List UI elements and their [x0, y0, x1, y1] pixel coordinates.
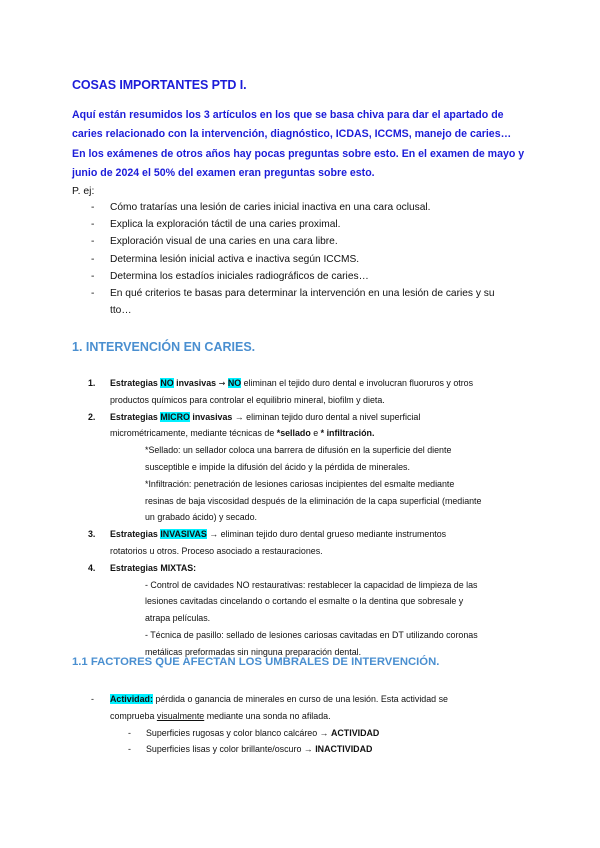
dash-bullet: - — [91, 219, 95, 231]
dash-bullet: - — [91, 202, 95, 213]
intro-line: En los exámenes de otros años hay pocas preguntas sobre esto. En el examen de mayo y — [72, 147, 525, 160]
highlight: MICRO — [160, 411, 190, 422]
dash-bullet: - — [91, 236, 95, 248]
examples-label: P. ej: — [72, 186, 95, 197]
highlight: INVASIVAS — [160, 529, 207, 540]
intro-line: Aquí están resumidos los 3 artículos en los que se basa chiva para dar el apartado de — [72, 109, 504, 121]
intro-paragraph — [72, 106, 532, 183]
arrow-right-icon: → — [216, 379, 228, 388]
dash-bullet: - — [128, 727, 131, 738]
document-title: COSAS IMPORTANTES PTD I. — [72, 78, 247, 92]
intro-line: junio de 2024 el 50% del examen eran preguntas sobre esto. — [72, 166, 375, 179]
dash-bullet: - — [91, 287, 95, 299]
dash-bullet: - — [91, 270, 95, 282]
dash-bullet: - — [91, 253, 95, 265]
highlight: NO — [227, 378, 242, 388]
dash-bullet: - — [128, 744, 131, 755]
section-heading-intervencion: 1. INTERVENCIÓN EN CARIES. — [72, 340, 256, 354]
highlight: Actividad: — [110, 694, 153, 704]
intro-line: caries relacionado con la intervención, diagnóstico, ICDAS, ICCMS, manejo de caries… — [72, 128, 512, 141]
section-heading-factores: 1.1 FACTORES QUE AFECTAN LOS UMBRALES DE INTERVENCIÓN. — [72, 656, 440, 668]
dash-bullet: - — [91, 694, 94, 704]
highlight: NO — [160, 378, 174, 388]
document-page: COSAS IMPORTANTES PTD I. Aquí están resumidos los 3 artículos en los que se basa chiva para dar el apartado de caries relacionado con la intervención, diagnóstico, ICDAS, ICCMS, manejo de caries… En los exámenes de otros años hay pocas preguntas sobre esto. En el examen de mayo y junio de 2024 el 50% del examen eran preguntas sobre esto. P. ej: - Cómo tratarías una lesión de caries inicial inactiva en una cara oclusal. - Explica la exploración táctil de una caries proximal. - Exploración visual de una caries en una cara libre. - Determina lesión inicial activa e inactiva según ICCMS. - Determina los estadíos iniciales radiográficos de caries… - En qué criterios te basas para determinar la intervención en una lesión de caries y su tto… 1. INTERVENCIÓN EN CARIES. 1. Estrategias NO invasivas → NO eliminan el tejido duro dental e involucran fluoruros y otros productos químicos para controlar el equilibrio mineral, biofilm y dieta. 2. Estrategias MICRO invasivas → eliminan tejido duro dental a nivel superficial micrométricamente, mediante técnicas de *sellado e * infiltración. *Sellado: un sellador coloca una barrera de difusión en la superficie del diente susceptible e impide la difusión del ácido y la pérdida de minerales. *Infiltración: penetración de lesiones cariosas incipientes del esmalte mediante resinas de baja viscosidad después de la eliminación de la capa superficial (mediante un grabado ácido) y secado. 3. Estrategias INVASIVAS → eliminan tejido duro dental grueso mediante instrumentos rotatorios u otros. Proceso asociado a restauraciones. 4. Estrategias MIXTAS: - Control de cavidades NO restaurativas: restablecer la capacidad de limpieza de las lesiones cavitadas cincelando o cortando el esmalte o la dentina que sobresale y atrapa películas. - Técnica de pasillo: sellado de lesiones cariosas cavitadas en DT utilizando coronas metálicas preformadas sin ninguna preparación dental. 1.1 FACTORES QUE AFECTAN LOS UMBRALES DE INTERVENCIÓN. - Actividad: pérdida o ganancia de minerales en curso de una lesión. Esta actividad se comprueba visualmente mediante una sonda no afilada. - Superficies rugosas y color blanco calcáreo → ACTIVIDAD - Superficies lisas y color brillante/oscuro → INACTIVIDAD — [0, 0, 600, 848]
